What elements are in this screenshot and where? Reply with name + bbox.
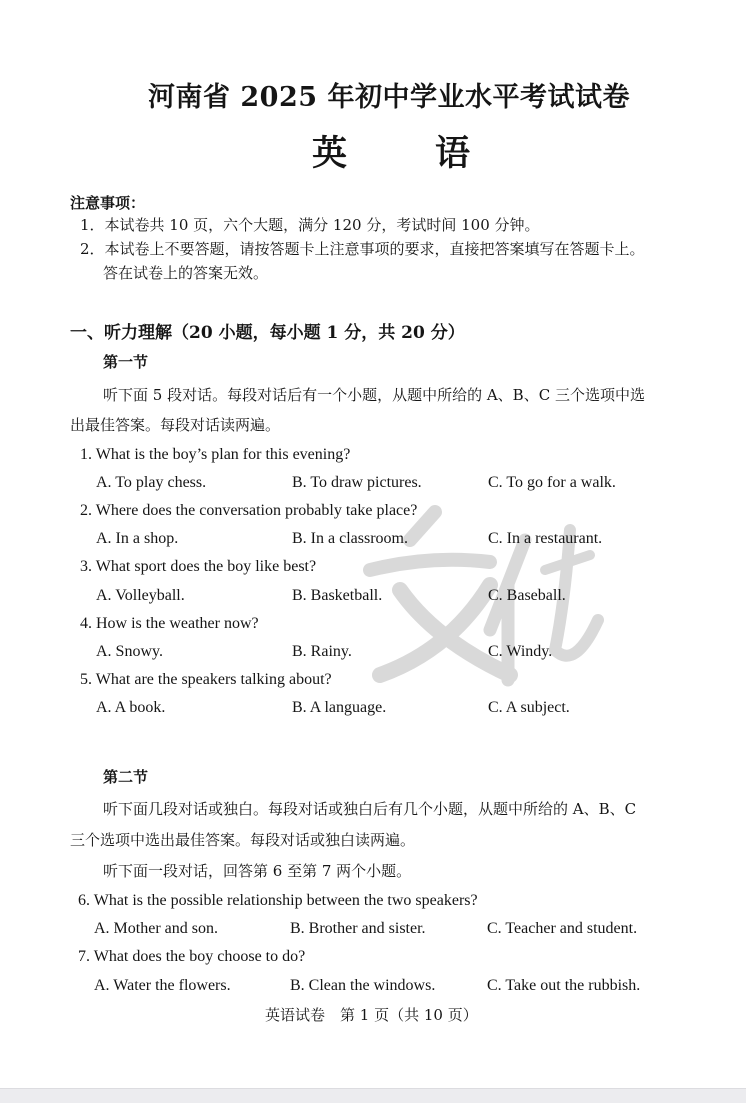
q5-option-a: A. A book. <box>96 699 166 716</box>
question-5: 5. What are the speakers talking about? <box>80 671 332 688</box>
q7-option-c: C. Take out the rubbish. <box>487 977 641 994</box>
q4-option-c: C. Windy. <box>488 643 553 660</box>
q7-option-b: B. Clean the windows. <box>290 977 436 994</box>
question-7: 7. What does the boy choose to do? <box>78 948 306 965</box>
q4-option-b: B. Rainy. <box>292 643 352 660</box>
part2-heading: 第二节 <box>103 768 149 786</box>
question-2: 2. Where does the conversation probably take place? <box>80 502 418 519</box>
notice-item-2-cont: 答在试卷上的答案无效。 <box>103 264 269 282</box>
exam-title: 河南省 2025 年初中学业水平考试试卷 <box>148 82 630 113</box>
part1-heading: 第一节 <box>103 353 149 371</box>
notice-item-2: 2．本试卷上不要答题，请按答题卡上注意事项的要求，直接把答案填写在答题卡上。 <box>80 240 645 258</box>
notice-item-1: 1．本试卷共 10 页，六个大题，满分 120 分，考试时间 100 分钟。 <box>80 216 540 234</box>
q3-option-b: B. Basketball. <box>292 587 383 604</box>
bottom-scroll-bar <box>0 1088 746 1103</box>
q2-option-a: A. In a shop. <box>96 530 179 547</box>
q6-option-c: C. Teacher and student. <box>487 920 638 937</box>
part2-instructions-line2: 三个选项中选出最佳答案。每段对话或独白读两遍。 <box>70 831 416 849</box>
q6-option-a: A. Mother and son. <box>94 920 218 937</box>
question-6: 6. What is the possible relationship between the two speakers? <box>78 892 478 909</box>
q1-option-a: A. To play chess. <box>96 474 207 491</box>
q2-option-c: C. In a restaurant. <box>488 530 603 547</box>
subject-title: 英 语 <box>312 133 477 174</box>
section-heading: 一、听力理解（20 小题，每小题 1 分，共 20 分） <box>70 323 465 343</box>
q2-option-b: B. In a classroom. <box>292 530 408 547</box>
q1-option-c: C. To go for a walk. <box>488 474 616 491</box>
part2-sub-instructions: 听下面一段对话，回答第 6 至第 7 两个小题。 <box>103 862 412 880</box>
question-3: 3. What sport does the boy like best? <box>80 558 317 575</box>
q5-option-b: B. A language. <box>292 699 387 716</box>
page-footer: 英语试卷 第 1 页（共 10 页） <box>265 1006 478 1024</box>
notice-heading: 注意事项： <box>70 194 146 212</box>
q6-option-b: B. Brother and sister. <box>290 920 426 937</box>
q3-option-c: C. Baseball. <box>488 587 566 604</box>
question-4: 4. How is the weather now? <box>80 615 259 632</box>
q1-option-b: B. To draw pictures. <box>292 474 422 491</box>
q3-option-a: A. Volleyball. <box>96 587 185 604</box>
part2-instructions-line1: 听下面几段对话或独白。每段对话或独白后有几个小题，从题中所给的 A、B、C <box>103 800 637 818</box>
question-1: 1. What is the boy’s plan for this evening? <box>80 446 351 463</box>
q4-option-a: A. Snowy. <box>96 643 163 660</box>
q5-option-c: C. A subject. <box>488 699 570 716</box>
part1-instructions-line1: 听下面 5 段对话。每段对话后有一个小题，从题中所给的 A、B、C 三个选项中选 <box>103 386 645 404</box>
q7-option-a: A. Water the flowers. <box>94 977 231 994</box>
part1-instructions-line2: 出最佳答案。每段对话读两遍。 <box>70 416 281 434</box>
